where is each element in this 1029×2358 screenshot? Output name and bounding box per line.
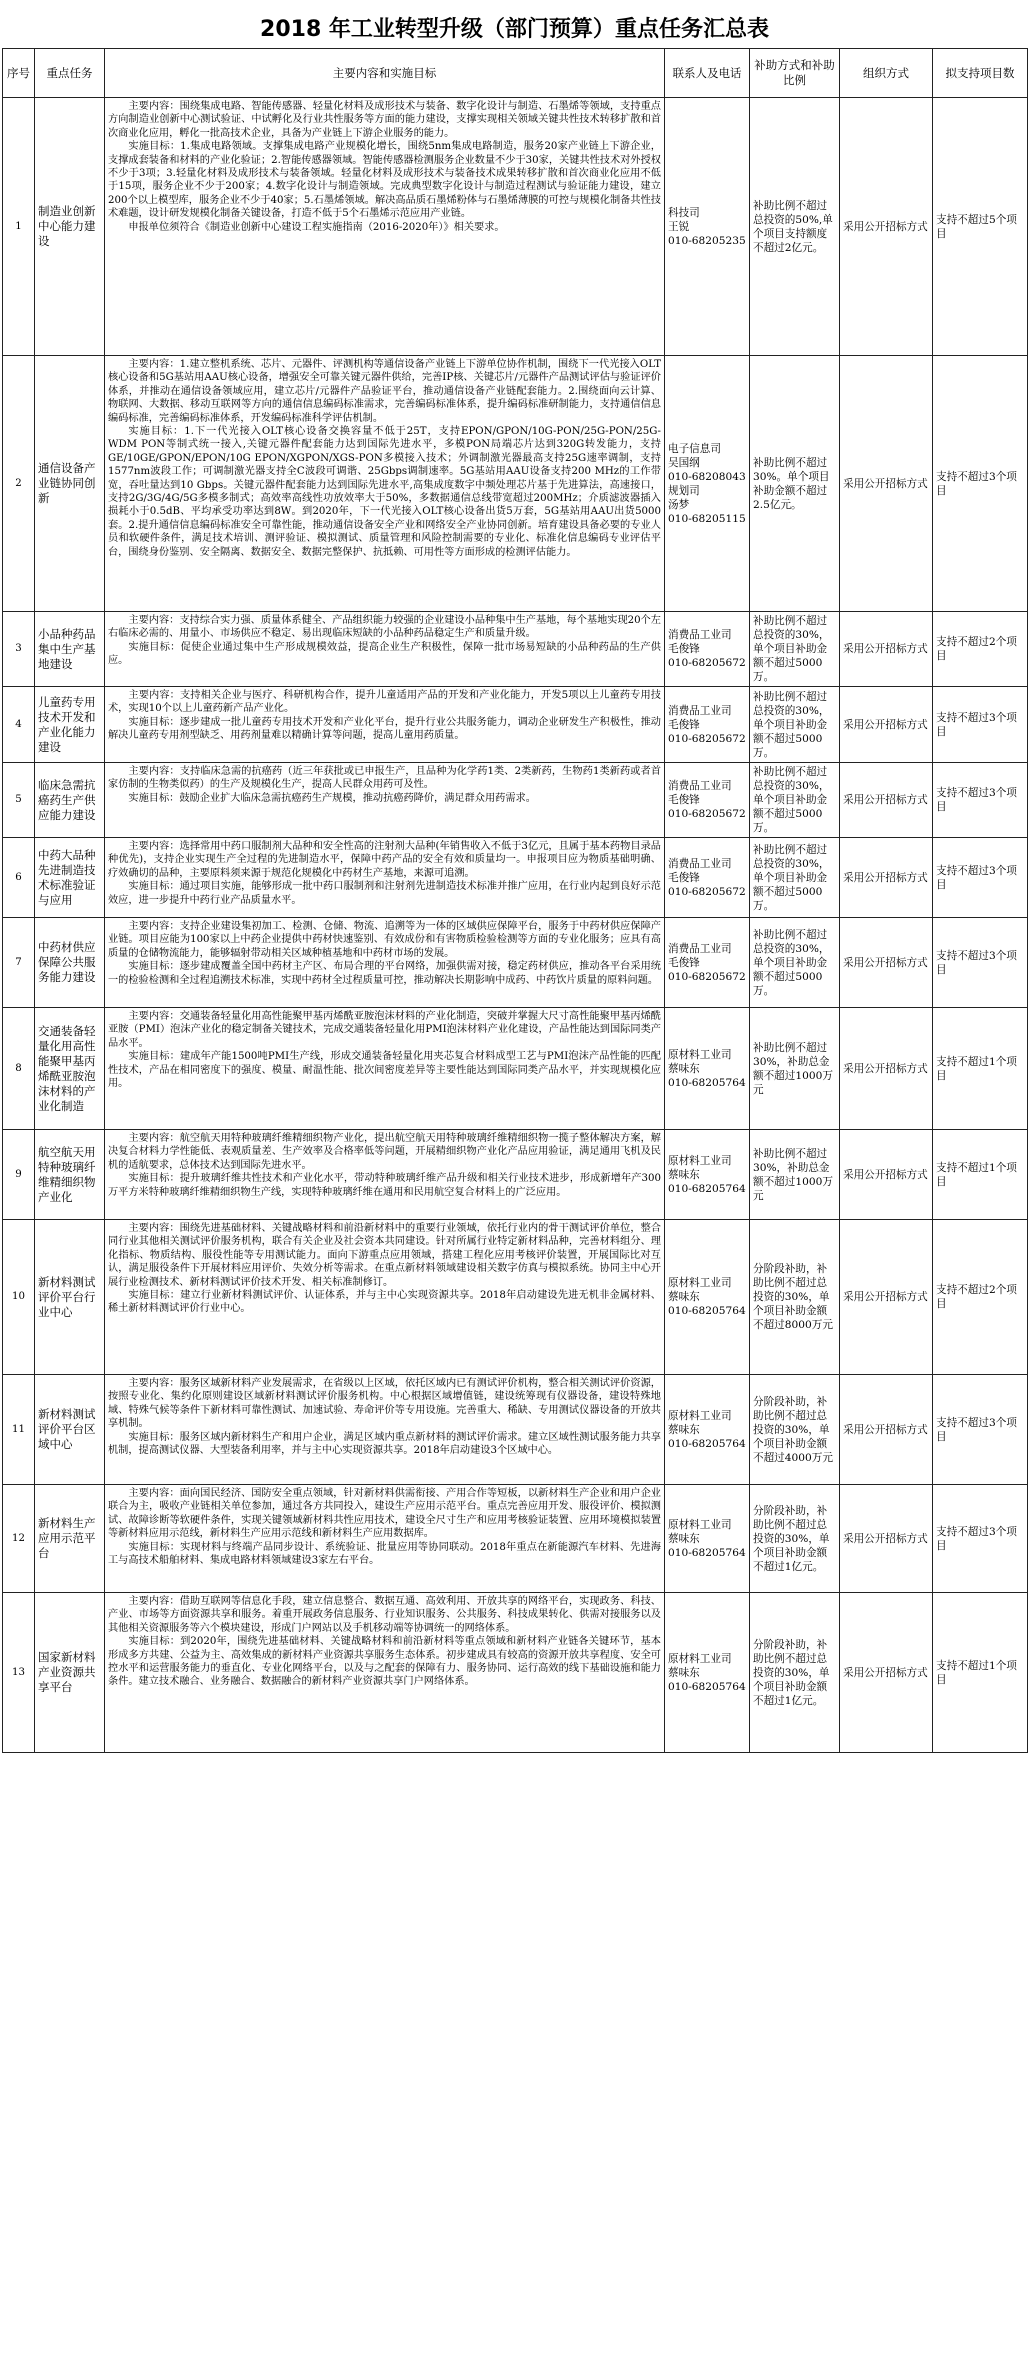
- row-content: [105, 356, 665, 612]
- content-paragraph: 主要内容：1.建立整机系统、芯片、元器件、评测机构等通信设备产业链上下游单位协作机制，围绕下一代光接入OLT核心设备和5G基站用AAU核心设备，增强安全可靠关键元器件供给，完善IP核、关键芯片/元器件产品测试评估与验证评价体系，并推动在通信设备领域应用，建立芯片/元器件产品验证平台，推动通信设备产业链配套能力。2.围绕面向云计算、物联网、大数据、移动互联网等方向的通信信息编码标准需求，完善编码标准体系，提升编码标准研制能力，支持通信信息编码标准，完善编码标准体系，开发编码标准科学评估机制。: [108, 359, 661, 424]
- row-content: [105, 1008, 665, 1130]
- content-paragraph: 实施目标：实现材料与终端产品同步设计、系统验证、批量应用等协同联动。2018年重点在新能源汽车材料、先进海工与高技术船舶材料、集成电路材料领域建设3家左右平台。: [108, 1541, 661, 1567]
- row-subsidy: 分阶段补助，补助比例不超过总投资的30%，单个项目补助金额不超过4000万元: [750, 1375, 840, 1485]
- page-title: 2018 年工业转型升级（部门预算）重点任务汇总表: [260, 17, 769, 42]
- row-index: 10: [3, 1220, 35, 1375]
- row-subsidy: 补助比例不超过总投资的30%，单个项目补助金额不超过5000万。: [750, 838, 840, 918]
- row-subsidy: 分阶段补助，补助比例不超过总投资的30%，单个项目补助金额不超过1亿元。: [750, 1593, 840, 1753]
- content-paragraph: 实施目标：建成年产能1500吨PMI生产线，形成交通装备轻量化用夹芯复合材料成型工艺与PMI泡沫产品性能的匹配性技术，产品在相同密度下的强度、模量、耐温性能、批次间密度差异等主要性能达到国际同类产品水平，并实现规模化应用。: [108, 1051, 661, 1090]
- row-count: 支持不超过3个项目: [933, 918, 1028, 1008]
- header-organize: 组织方式: [840, 49, 933, 98]
- row-subsidy: 补助比例不超过总投资的50%,单个项目支持额度不超过2亿元。: [750, 98, 840, 356]
- row-count: 支持不超过2个项目: [933, 612, 1028, 687]
- row-task: 小品种药品集中生产基地建设: [35, 612, 105, 687]
- header-contact: 联系人及电话: [665, 49, 750, 98]
- header-count: 拟支持项目数: [933, 49, 1028, 98]
- row-index: 2: [3, 356, 35, 612]
- row-organize: 采用公开招标方式: [840, 356, 933, 612]
- row-task: 中药大品种先进制造技术标准验证与应用: [35, 838, 105, 918]
- row-contact: 消费品工业司 毛俊锋 010-68205672: [665, 918, 750, 1008]
- content-paragraph: 主要内容：选择常用中药口服制剂大品种和安全性高的注射剂大品种(年销售收入不低于3亿元，且属于基本药物目录品种优先)，支持企业实现生产全过程的先进制造水平，保障中药产品的安全有效和质量均一。申报项目应为物质基础明确、疗效确切的品种，主要原料须来源于规范化规模化中药材生产基地，来源可追溯。: [108, 841, 661, 879]
- header-index: 序号: [3, 49, 35, 98]
- row-task: 通信设备产业链协同创新: [35, 356, 105, 612]
- row-contact: 原材料工业司 蔡味东 010-68205764: [665, 1220, 750, 1375]
- row-index: 7: [3, 918, 35, 1008]
- row-subsidy: 分阶段补助，补助比例不超过总投资的30%，单个项目补助金额不超过8000万元: [750, 1220, 840, 1375]
- row-contact: 原材料工业司 蔡味东 010-68205764: [665, 1593, 750, 1753]
- content-paragraph: 实施目标：到2020年，围绕先进基础材料、关键战略材料和前沿新材料等重点领域和新材料产业链各关键环节，基本形成多方共建、公益为主、高效集成的新材料产业资源共享服务生态体系。初步建成具有较高的资源开放共享程度、安全可控水平和运营服务能力的垂直化、专业化网络平台，以及与之配套的保障有力、服务协同、运行高效的线下基础设施和能力条件。建立技术融合、业务融合、数据融合的新材料产业资源共享门户网络体系。: [108, 1636, 661, 1688]
- row-organize: 采用公开招标方式: [840, 1593, 933, 1753]
- row-task: 交通装备轻量化用高性能聚甲基丙烯酰亚胺泡沫材料的产业化制造: [35, 1008, 105, 1130]
- row-organize: 采用公开招标方式: [840, 98, 933, 356]
- row-contact: 消费品工业司 毛俊锋 010-68205672: [665, 687, 750, 763]
- row-subsidy: 分阶段补助，补助比例不超过总投资的30%，单个项目补助金额不超过1亿元。: [750, 1485, 840, 1593]
- row-contact: 原材料工业司 蔡味东 010-68205764: [665, 1375, 750, 1485]
- content-paragraph: 实施目标：1.集成电路领域。支撑集成电路产业规模化增长，围绕5nm集成电路制造，服务20家产业链上下游企业，支撑成套装备和材料的产业化验证；2.智能传感器领域。智能传感器检测服务企业数量不少于30家，关键共性技术对外授权不少于3项；3.轻量化材料及成形技术与装备领域。轻量化材料及成形技术与装备技术成果转移扩散和首次商业化应用不低于15项，服务企业不少于200家；4.数字化设计与制造领域。完成典型数字化设计与制造过程测试与验证能力建设，建立200个以上模型库，服务企业不少于40家；5.石墨烯领域。解决高品质石墨烯粉体与石墨烯薄膜的可控与规模化制备共性技术难题，设计研发规模化制备关键设备，打造不低于5个石墨烯示范应用产业链。: [108, 141, 661, 220]
- content-paragraph: 主要内容：支持相关企业与医疗、科研机构合作，提升儿童适用产品的开发和产业化能力，开发5项以上儿童药专用技术，实现10个以上儿童药新产品产业化。: [108, 690, 661, 715]
- row-contact: 原材料工业司 蔡味东 010-68205764: [665, 1130, 750, 1220]
- row-count: 支持不超过1个项目: [933, 1008, 1028, 1130]
- task-table: [2, 48, 1028, 1753]
- row-count: 支持不超过3个项目: [933, 687, 1028, 763]
- content-paragraph: 申报单位须符合《制造业创新中心建设工程实施指南（2016-2020年）》相关要求。: [128, 221, 505, 233]
- row-subsidy: 补助比例不超过总投资的30%，单个项目补助金额不超过5000万。: [750, 918, 840, 1008]
- row-task: 中药材供应保障公共服务能力建设: [35, 918, 105, 1008]
- content-paragraph: 主要内容：交通装备轻量化用高性能聚甲基丙烯酰亚胺泡沫材料的产业化制造，突破并掌握大尺寸高性能聚甲基丙烯酰亚胺（PMI）泡沫产业化的稳定制备关键技术，完成交通装备轻量化用PMI泡沫材料产业化建设，产品性能达到国际同类产品水平。: [108, 1011, 661, 1049]
- content-paragraph: 主要内容：支持临床急需的抗癌药（近三年获批或已申报生产，且品种为化学药1类、2类新药，生物药1类新药或者首家仿制的生物类似药）的生产及规模化生产，提高人民群众用药可及性。: [108, 766, 661, 791]
- row-count: 支持不超过1个项目: [933, 1130, 1028, 1220]
- content-paragraph: 主要内容：借助互联网等信息化手段，建立信息整合、数据互通、高效利用、开放共享的网络平台，实现政务、科技、产业、市场等方面资源共享和服务。着重开展政务信息服务、行业知识服务、公共服务、科技成果转化、供需对接服务以及其他相关资源服务等六个模块建设，形成门户网站以及手机移动端等协调统一的网络体系。: [108, 1596, 661, 1634]
- row-task: 临床急需抗癌药生产供应能力建设: [35, 763, 105, 838]
- content-paragraph: 主要内容：面向国民经济、国防安全重点领域，针对新材料供需衔接、产用合作等短板，以新材料生产企业和用户企业联合为主，吸收产业链相关单位参加，通过各方共同投入，建设生产应用示范平台。重点完善应用开发、服役评价、模拟测试、故障诊断等软硬件条件，实现关键领域新材料共性应用技术，建设全尺寸生产和应用考核验证装置、应用环境模拟装置等新材料应用示范线，新材料生产应用示范线和新材料生产应用数据库。: [108, 1488, 661, 1540]
- table-row: [3, 1593, 1028, 1753]
- content-paragraph: 主要内容：围绕先进基础材料、关键战略材料和前沿新材料中的重要行业领域，依托行业内的骨干测试评价单位，整合同行业其他相关测试评价服务机构，联合有关企业及社会资本共同建设。针对所属行业特定新材料品种，完善材料组分、理化指标、物质结构、服役性能等专用测试能力。面向下游重点应用领域，搭建工程化应用考核评价装置，开展国际比对互认，满足服役条件下开展材料应用评价、失效分析等需求。在重点新材料领域建设相关数字仿真与模拟系统。协同主中心开展行业检测技术、新材料测试评价技术开发、相关标准制修订。: [108, 1223, 661, 1288]
- table-row: [3, 356, 1028, 612]
- row-count: 支持不超过3个项目: [933, 763, 1028, 838]
- row-task: 儿童药专用技术开发和产业化能力建设: [35, 687, 105, 763]
- row-contact: 科技司 王锐 010-68205235: [665, 98, 750, 356]
- row-count: 支持不超过2个项目: [933, 1220, 1028, 1375]
- row-index: 13: [3, 1593, 35, 1753]
- content-paragraph: 主要内容：支持企业建设集初加工、检测、仓储、物流、追溯等为一体的区域供应保障平台，服务于中药材供应保障产业链。项目应能为100家以上中药企业提供中药材快速鉴别、有效成份和有害物质检验检测等方面的专业化服务；应具有高质量的仓储物流能力，能够辐射带动相关区域种植基地和中药材市场的发展。: [108, 921, 661, 959]
- row-subsidy: 补助比例不超过总投资的30%，单个项目补助金额不超过5000万。: [750, 763, 840, 838]
- row-count: 支持不超过3个项目: [933, 1485, 1028, 1593]
- table-row: [3, 687, 1028, 763]
- row-content: [105, 838, 665, 918]
- row-contact: 原材料工业司 蔡味东 010-68205764: [665, 1485, 750, 1593]
- table-row: [3, 612, 1028, 687]
- content-paragraph: 实施目标：逐步建成覆盖全国中药材主产区、布局合理的平台网络，加强供需对接，稳定药材供应，推动各平台采用统一的检验检测和全过程追溯技术标准，实现中药材全过程质量可控，推动解决长期影响中成药、中药饮片质量的原料问题。: [108, 961, 661, 986]
- row-index: 6: [3, 838, 35, 918]
- row-content: [105, 918, 665, 1008]
- row-index: 11: [3, 1375, 35, 1485]
- content-paragraph: 实施目标：通过项目实施，能够形成一批中药口服制剂和注射剂先进制造技术标准并推广应用，在行业内起到良好示范效应，进一步提升中药行业产品质量水平。: [108, 881, 661, 906]
- header-task: 重点任务: [35, 49, 105, 98]
- row-organize: 采用公开招标方式: [840, 1485, 933, 1593]
- row-count: 支持不超过5个项目: [933, 98, 1028, 356]
- row-index: 4: [3, 687, 35, 763]
- row-contact: 消费品工业司 毛俊锋 010-68205672: [665, 763, 750, 838]
- row-organize: 采用公开招标方式: [840, 1130, 933, 1220]
- row-content: [105, 1130, 665, 1220]
- row-content: [105, 1220, 665, 1375]
- row-content: [105, 687, 665, 763]
- row-content: [105, 1593, 665, 1753]
- row-subsidy: 补助比例不超过30%。单个项目补助金额不超过2.5亿元。: [750, 356, 840, 612]
- table-row: [3, 918, 1028, 1008]
- row-index: 5: [3, 763, 35, 838]
- row-organize: 采用公开招标方式: [840, 838, 933, 918]
- content-paragraph: 实施目标：逐步建成一批儿童药专用技术开发和产业化平台，提升行业公共服务能力，调动企业研发生产积极性，推动解决儿童药专用剂型缺乏、用药剂量难以精确计算等问题，提高儿童用药质量。: [108, 716, 661, 742]
- row-subsidy: 补助比例不超过总投资的30%，单个项目补助金额不超过5000万。: [750, 687, 840, 763]
- row-contact: 消费品工业司 毛俊锋 010-68205672: [665, 612, 750, 687]
- row-organize: 采用公开招标方式: [840, 1008, 933, 1130]
- header-content: 主要内容和实施目标: [105, 49, 665, 98]
- row-index: 8: [3, 1008, 35, 1130]
- row-contact: 电子信息司 吴国纲 010-68208043 规划司 汤梦 010-68205115: [665, 356, 750, 612]
- table-row: [3, 1485, 1028, 1593]
- row-content: [105, 763, 665, 838]
- row-count: 支持不超过3个项目: [933, 356, 1028, 612]
- content-paragraph: 主要内容：围绕集成电路、智能传感器、轻量化材料及成形技术与装备、数字化设计与制造、石墨烯等领域，支持重点方向制造业创新中心测试验证、中试孵化及行业共性服务等方面的能力建设，支撑实现相关领域关键共性技术转移扩散和首次商业化应用，孵化一批高技术企业，具备为产业链上下游企业服务的能力。: [108, 101, 661, 139]
- row-organize: 采用公开招标方式: [840, 687, 933, 763]
- table-row: [3, 1220, 1028, 1375]
- table-row: [3, 1008, 1028, 1130]
- content-paragraph: 实施目标：鼓励企业扩大临床急需抗癌药生产规模，推动抗癌药降价，满足群众用药需求。: [128, 792, 536, 804]
- row-count: 支持不超过3个项目: [933, 838, 1028, 918]
- row-task: 制造业创新中心能力建设: [35, 98, 105, 356]
- table-row: [3, 98, 1028, 356]
- row-index: 1: [3, 98, 35, 356]
- row-organize: 采用公开招标方式: [840, 1220, 933, 1375]
- content-paragraph: 实施目标：提升玻璃纤维共性技术和产业化水平，带动特种玻璃纤维产品升级和相关行业技术进步，形成新增年产300万平方米特种玻璃纤维精细织物生产线，实现特种玻璃纤维在通用和民用航空复合材料上的广泛应用。: [108, 1173, 661, 1198]
- row-index: 9: [3, 1130, 35, 1220]
- content-paragraph: 实施目标：服务区域内新材料生产和用户企业，满足区域内重点新材料的测试评价需求。建立区域性测试服务能力共享机制，提高测试仪器、大型装备利用率，并与主中心实现资源共享。2018年启动建设3个区域中心。: [108, 1431, 661, 1457]
- row-index: 3: [3, 612, 35, 687]
- row-index: 12: [3, 1485, 35, 1593]
- content-paragraph: 主要内容：航空航天用特种玻璃纤维精细织物产业化，提出航空航天用特种玻璃纤维精细织物一揽子整体解决方案，解决复合材料力学性能低、表观质量差、生产效率及合格率低等问题，开展精细织物产业化产品应用验证，满足通用飞机及民机的适航要求，总体技术达到国际先进水平。: [108, 1133, 661, 1171]
- header-subsidy: 补助方式和补助比例: [750, 49, 840, 98]
- row-task: 新材料测试评价平台行业中心: [35, 1220, 105, 1375]
- row-task: 国家新材料产业资源共享平台: [35, 1593, 105, 1753]
- content-paragraph: 实施目标：1.下一代光接入OLT核心设备交换容量不低于25T，支持EPON/GPON/10G-PON/25G-PON/25G-WDM PON等制式统一接入,关键元器件配套能力达到国际先进水平，多模PON局端芯片达到320G转发能力，支持GE/10GE/GPON/EPON/10G EPON/XGPON/XGS-PON多模接入技术；外调制激光器最高支持25G速率调制，支持1577nm波段工作；可调制激光器支持全C波段可调谐、25Gbps调制速率。5G基站用AAU设备支持200 MHz的工作带宽，吞吐量达到10 Gbps。关键元器件配套能力达到国际先进水平,高集成度数字中频处理芯片基于先进算法，高速接口，支持2G/3G/4G/5G多模多制式；高效率高线性功放效率大于50%，多数据通信总线带宽超过200MHz；介质滤波器插入损耗小于0.5dB、平均承受功率达到8W。到2020年，下一代光接入OLT核心设备出货5万套，5G基站用AAU出货5000套。2.提升通信信息编码标准安全可靠性能，推动通信设备安全产业和网络安全产业协同创新。培育建设具备必要的专业人员和软硬件条件，满足技术培训、测评验证、模拟测试、质量管理和风险控制需要的专业化、标准化信息编码专业评估平台，围绕身份鉴别、安全隔离、数据安全、数据完整保护、抗抵赖、可用性等方面形成的检测评估能力。: [108, 426, 661, 558]
- table-header-row: [3, 49, 1028, 98]
- row-content: [105, 98, 665, 356]
- row-task: 航空航天用特种玻璃纤维精细织物产业化: [35, 1130, 105, 1220]
- row-organize: 采用公开招标方式: [840, 612, 933, 687]
- row-subsidy: 补助比例不超过30%，补助总金额不超过1000万元: [750, 1008, 840, 1130]
- content-paragraph: 实施目标：促使企业通过集中生产形成规模效益，提高企业生产积极性，保障一批市场易短缺的小品种药品的生产供应。: [108, 641, 661, 667]
- row-contact: 消费品工业司 毛俊锋 010-68205672: [665, 838, 750, 918]
- row-organize: 采用公开招标方式: [840, 1375, 933, 1485]
- row-count: 支持不超过3个项目: [933, 1375, 1028, 1485]
- table-row: [3, 763, 1028, 838]
- row-content: [105, 612, 665, 687]
- table-row: [3, 1130, 1028, 1220]
- content-paragraph: 实施目标：建立行业新材料测试评价、认证体系，并与主中心实现资源共享。2018年启动建设先进无机非金属材料、稀土新材料测试评价行业中心。: [108, 1290, 661, 1315]
- table-row: [3, 1375, 1028, 1485]
- table-row: [3, 838, 1028, 918]
- row-task: 新材料生产应用示范平台: [35, 1485, 105, 1593]
- row-content: [105, 1375, 665, 1485]
- row-content: [105, 1485, 665, 1593]
- row-organize: 采用公开招标方式: [840, 918, 933, 1008]
- content-paragraph: 主要内容：服务区域新材料产业发展需求，在省级以上区域，依托区域内已有测试评价机构，整合相关测试评价资源，按照专业化、集约化原则建设区域新材料测试评价服务机构。中心根据区域增值链，建设统筹现有仪器设备，建设特殊地域、特殊气候等条件下新材料可靠性测试、加速试验、寿命评价等专用设施。完善重大、稀缺、专用测试仪器设备的开放共享机制。: [108, 1378, 661, 1430]
- row-task: 新材料测试评价平台区域中心: [35, 1375, 105, 1485]
- row-organize: 采用公开招标方式: [840, 763, 933, 838]
- row-subsidy: 补助比例不超过30%，补助总金额不超过1000万元: [750, 1130, 840, 1220]
- row-contact: 原材料工业司 蔡味东 010-68205764: [665, 1008, 750, 1130]
- row-subsidy: 补助比例不超过总投资的30%，单个项目补助金额不超过5000万。: [750, 612, 840, 687]
- row-count: 支持不超过1个项目: [933, 1593, 1028, 1753]
- content-paragraph: 主要内容：支持综合实力强、质量体系健全、产品组织能力较强的企业建设小品种集中生产基地，每个基地实现20个左右临床必需的、用量小、市场供应不稳定、易出现临床短缺的小品种药品稳定生产和质量升级。: [108, 615, 661, 640]
